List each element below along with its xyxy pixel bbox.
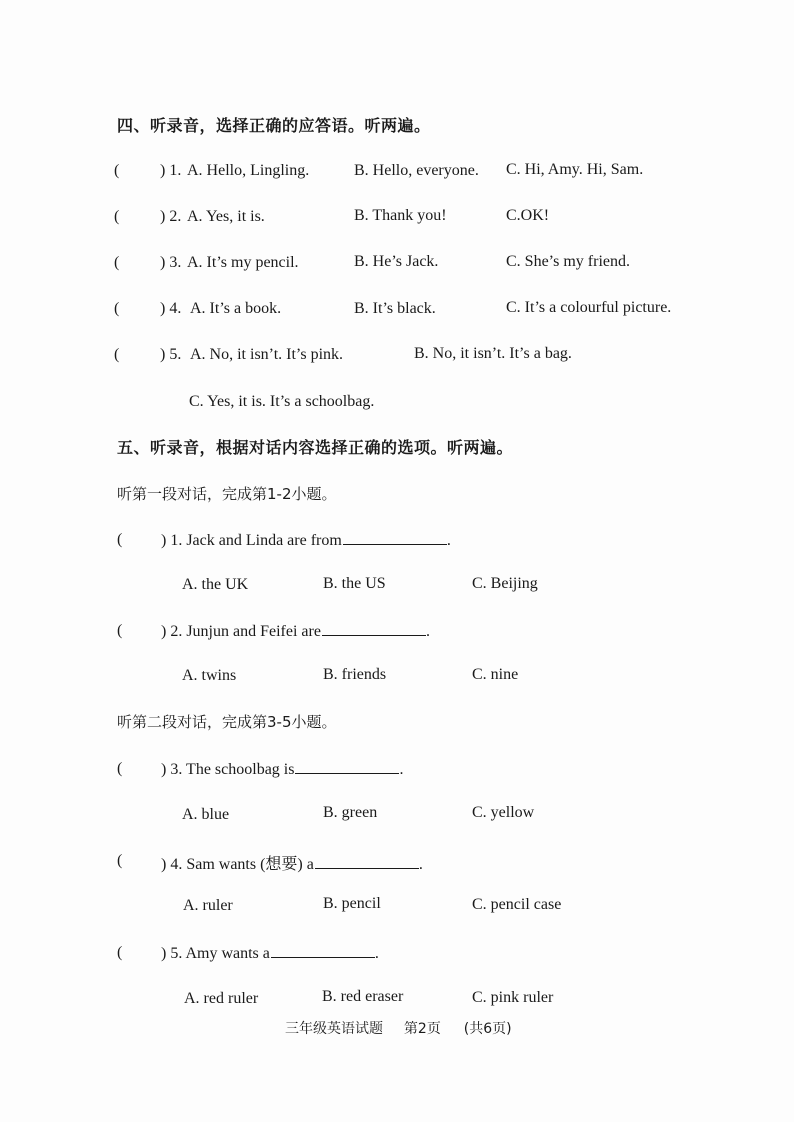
option-c: C. pink ruler [472,989,554,1006]
option-b: B. green [323,804,378,821]
answer-paren[interactable]: ( [114,162,120,179]
question-stem: ) 3. The schoolbag is . [161,761,404,778]
section-5-heading: 五、听录音，根据对话内容选择正确的选项。听两遍。 [117,438,514,457]
fill-blank[interactable] [295,759,399,774]
option-a: A. twins [182,667,237,684]
fill-blank[interactable] [271,943,375,958]
question-stem: ) 4. Sam wants (想要) a . [161,856,423,873]
question-number: ) 1. [160,162,182,179]
option-b: B. pencil [323,895,381,912]
question-stem: ) 1. Jack and Linda are from . [161,532,451,549]
option-c: C. It’s a colourful picture. [506,299,672,316]
fill-blank[interactable] [322,621,426,636]
answer-paren[interactable]: ( [117,622,123,639]
page-number: 第2页 [403,1021,441,1037]
option-c: C.OK! [506,207,550,224]
option-b: B. Thank you! [354,207,447,224]
option-a: A. No, it isn’t. It’s pink. [190,346,344,363]
option-b: B. friends [323,666,387,683]
option-a: A. ruler [183,897,233,914]
option-a: A. Yes, it is. [187,208,265,225]
total-pages: (共6页) [463,1021,512,1037]
answer-paren[interactable]: ( [114,254,120,271]
option-b: B. red eraser [322,988,404,1005]
question-number: ) 4. [160,300,182,317]
question-number: ) 5. [160,346,182,363]
fill-blank[interactable] [315,854,419,869]
question-stem: ) 2. Junjun and Feifei are . [161,623,430,640]
option-a: A. Hello, Lingling. [187,162,310,179]
option-a: A. It’s my pencil. [187,254,299,271]
answer-paren[interactable]: ( [114,300,120,317]
option-c: C. yellow [472,804,535,821]
option-c: C. Yes, it is. It’s a schoolbag. [189,393,375,410]
fill-blank[interactable] [343,530,447,545]
option-c: C. Hi, Amy. Hi, Sam. [506,161,644,178]
option-a: A. It’s a book. [190,300,282,317]
answer-paren[interactable]: ( [117,944,123,961]
option-b: B. the US [323,575,386,592]
dialog-1-instruction: 听第一段对话，完成第1-2小题。 [117,485,337,503]
section-4-heading: 四、听录音，选择正确的应答语。听两遍。 [117,116,431,135]
option-c: C. nine [472,666,519,683]
option-a: A. red ruler [184,990,259,1007]
option-a: A. blue [182,806,230,823]
page-footer [285,1018,512,1038]
option-b: B. He’s Jack. [354,253,439,270]
answer-paren[interactable]: ( [114,346,120,363]
answer-paren[interactable]: ( [117,760,123,777]
answer-paren[interactable]: ( [114,208,120,225]
answer-paren[interactable]: ( [117,531,123,548]
dialog-2-instruction: 听第二段对话，完成第3-5小题。 [117,713,337,731]
option-c: C. pencil case [472,896,562,913]
option-b: B. It’s black. [354,300,436,317]
question-number: ) 3. [160,254,182,271]
option-c: C. Beijing [472,575,538,592]
option-b: B. Hello, everyone. [354,162,479,179]
option-b: B. No, it isn’t. It’s a bag. [414,345,572,362]
answer-paren[interactable]: ( [117,852,123,869]
question-stem: ) 5. Amy wants a . [161,945,379,962]
option-c: C. She’s my friend. [506,253,630,270]
option-a: A. the UK [182,576,249,593]
exam-title: 三年级英语试题 [285,1021,383,1037]
question-number: ) 2. [160,208,182,225]
